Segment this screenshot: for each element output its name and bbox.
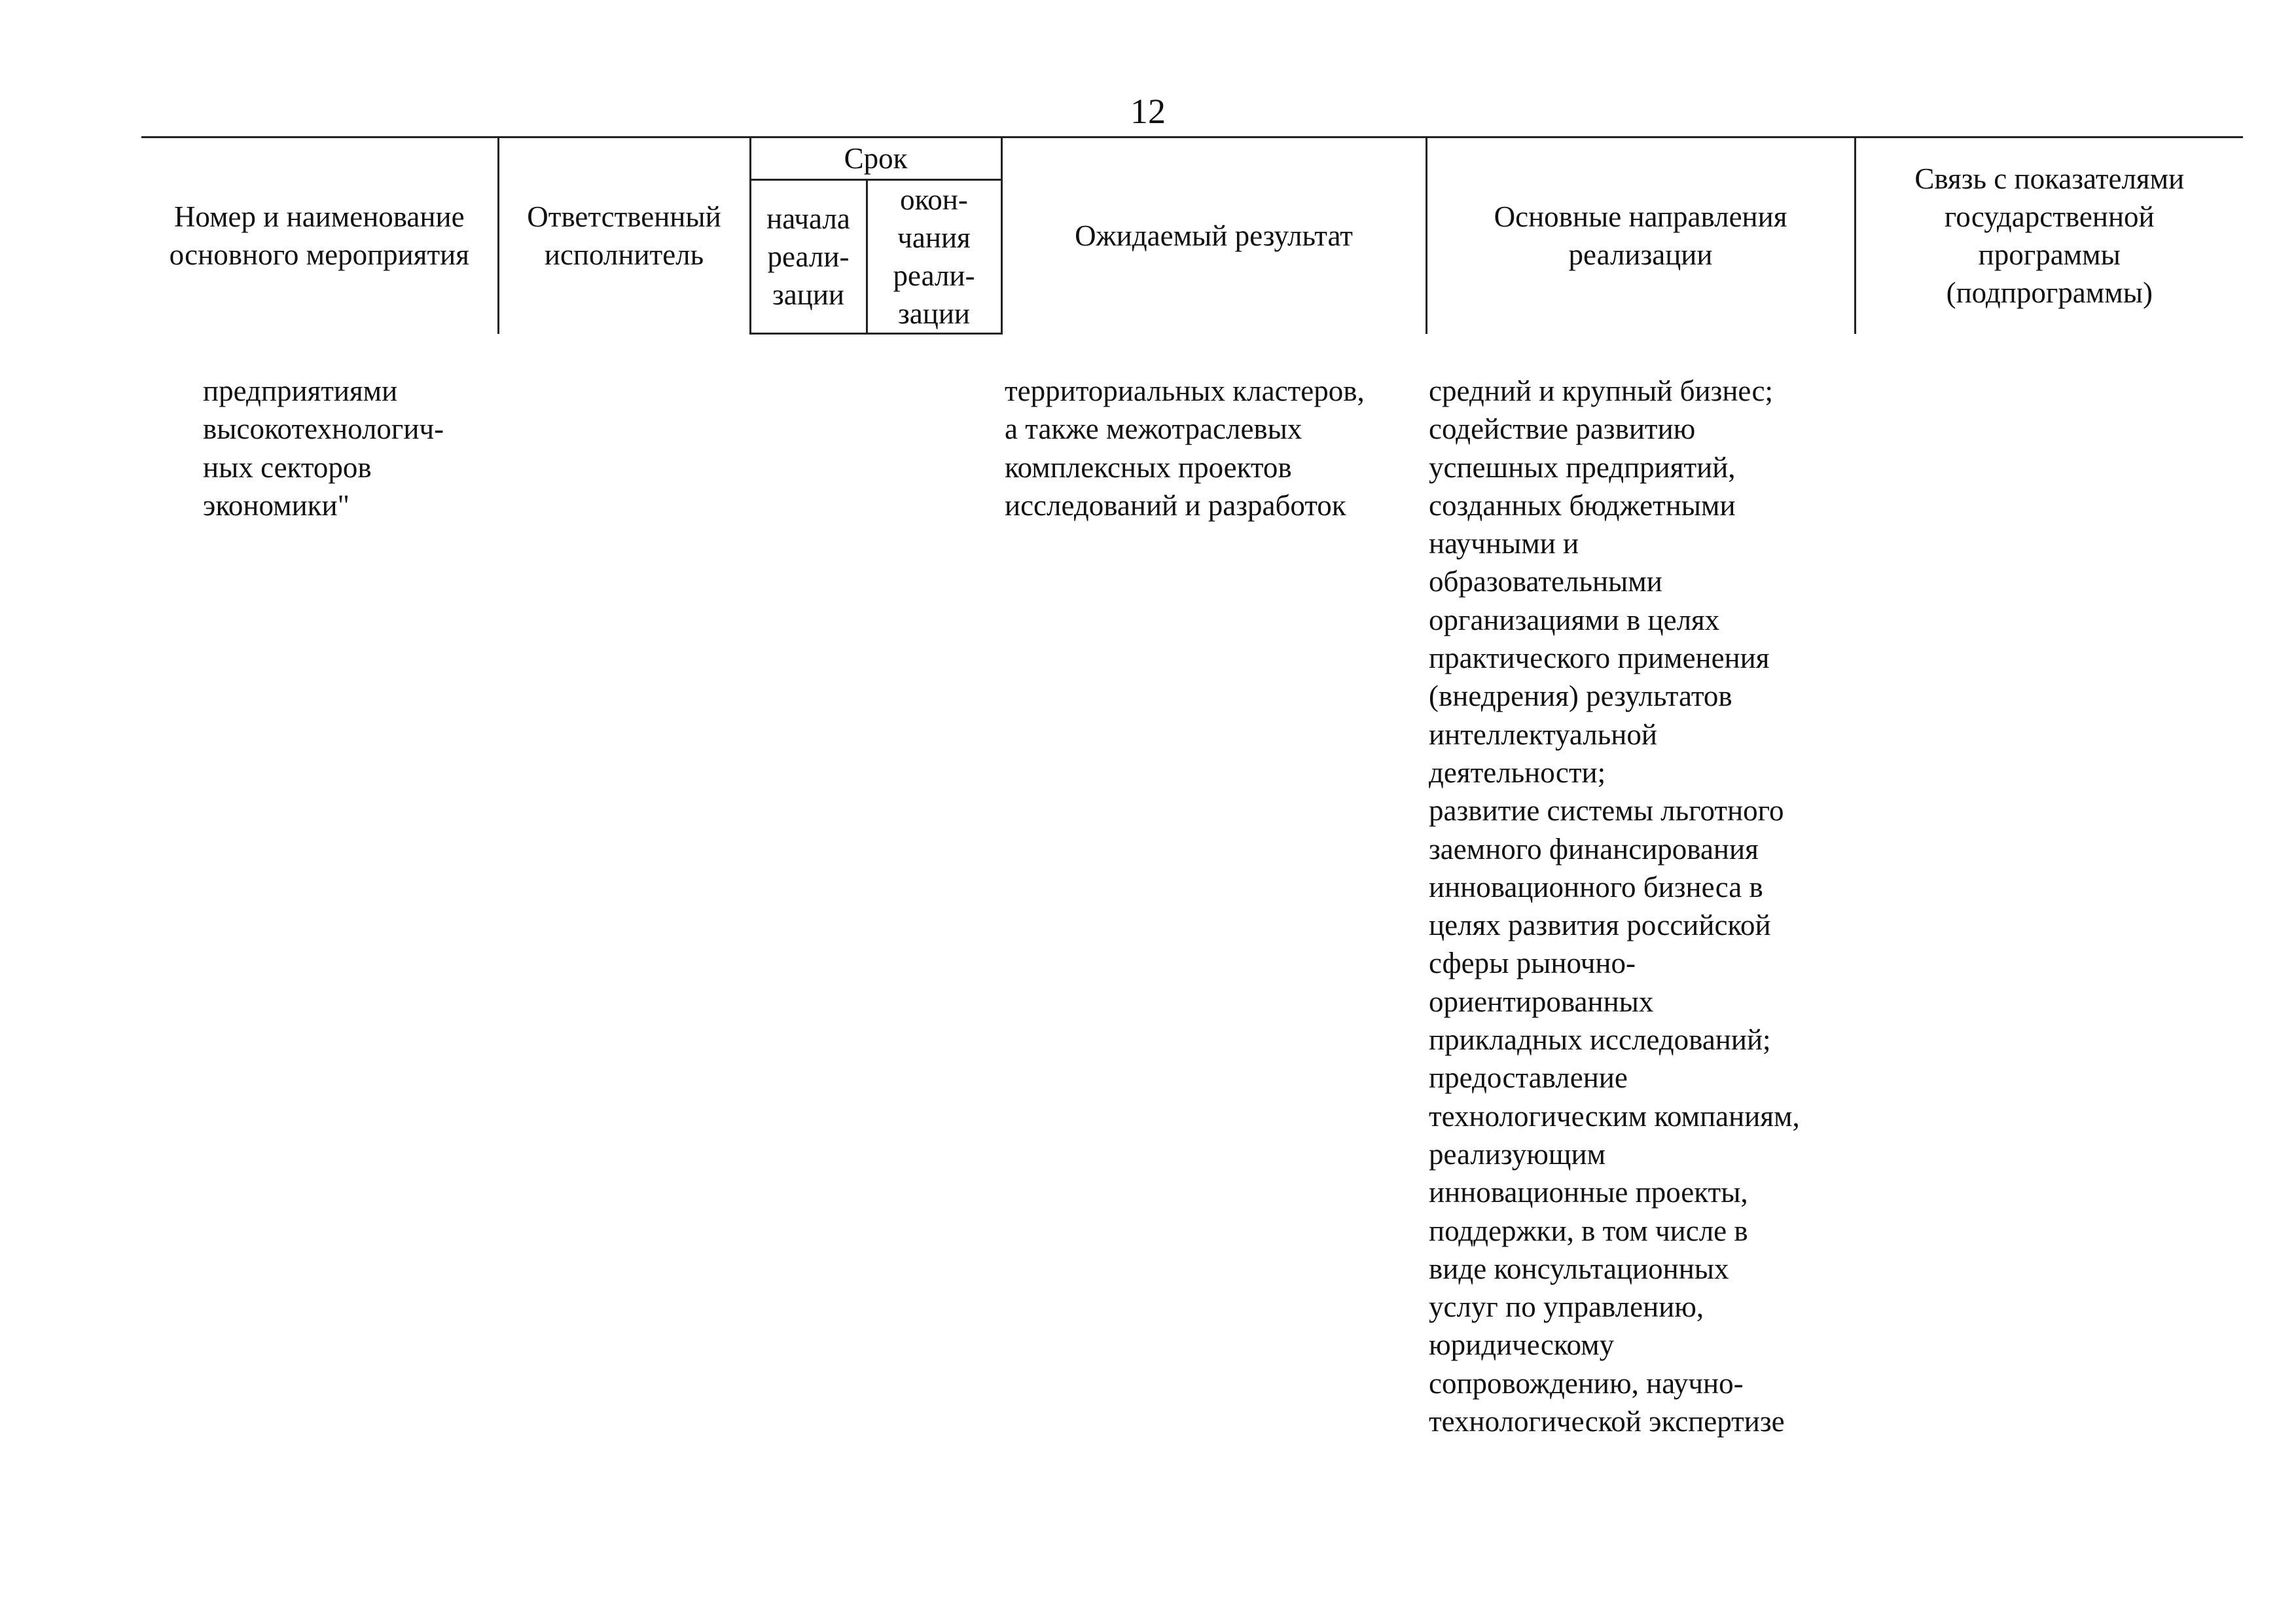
header-result: Ожидаемый результат bbox=[1001, 137, 1426, 334]
header-directions: Основные направления реализации bbox=[1426, 137, 1855, 334]
row-directions-cell: средний и крупный бизнес; содействие развитию успешных предприятий, созданных бюджетными научными и образовательными организациями в целях практического применения (внедрения) результатов интеллектуальной деятельности; развитие системы льготного заемного финансирования инновационного бизнеса в целях развития российской сферы рыночно- ориентированных прикладных исследований; предоставление технологическим компаниям, реализующим инновационные проекты, поддержки, в том числе в виде консультационных услуг по управлению, юридическому сопровождению, научно- технологической экспертизе bbox=[1429, 374, 1800, 1438]
row-result-cell: территориальных кластеров, а также межотраслевых комплексных проектов исследований и разработок bbox=[1005, 374, 1365, 522]
header-term: Срок bbox=[750, 137, 1001, 180]
header-start: начала реали- зации bbox=[750, 180, 867, 334]
header-name: Номер и наименование основного мероприятия bbox=[141, 137, 498, 334]
header-indicators: Связь с показателями государственной программы (подпрограммы) bbox=[1855, 137, 2243, 334]
row-name-cell: предприятиями высокотехнологич- ных секторов экономики" bbox=[203, 374, 444, 522]
page-number: 12 bbox=[1130, 92, 1166, 131]
header-end: окон- чания реали- зации bbox=[867, 180, 1001, 334]
header-executor: Ответственный исполнитель bbox=[498, 137, 750, 334]
table-header bbox=[141, 136, 2243, 335]
